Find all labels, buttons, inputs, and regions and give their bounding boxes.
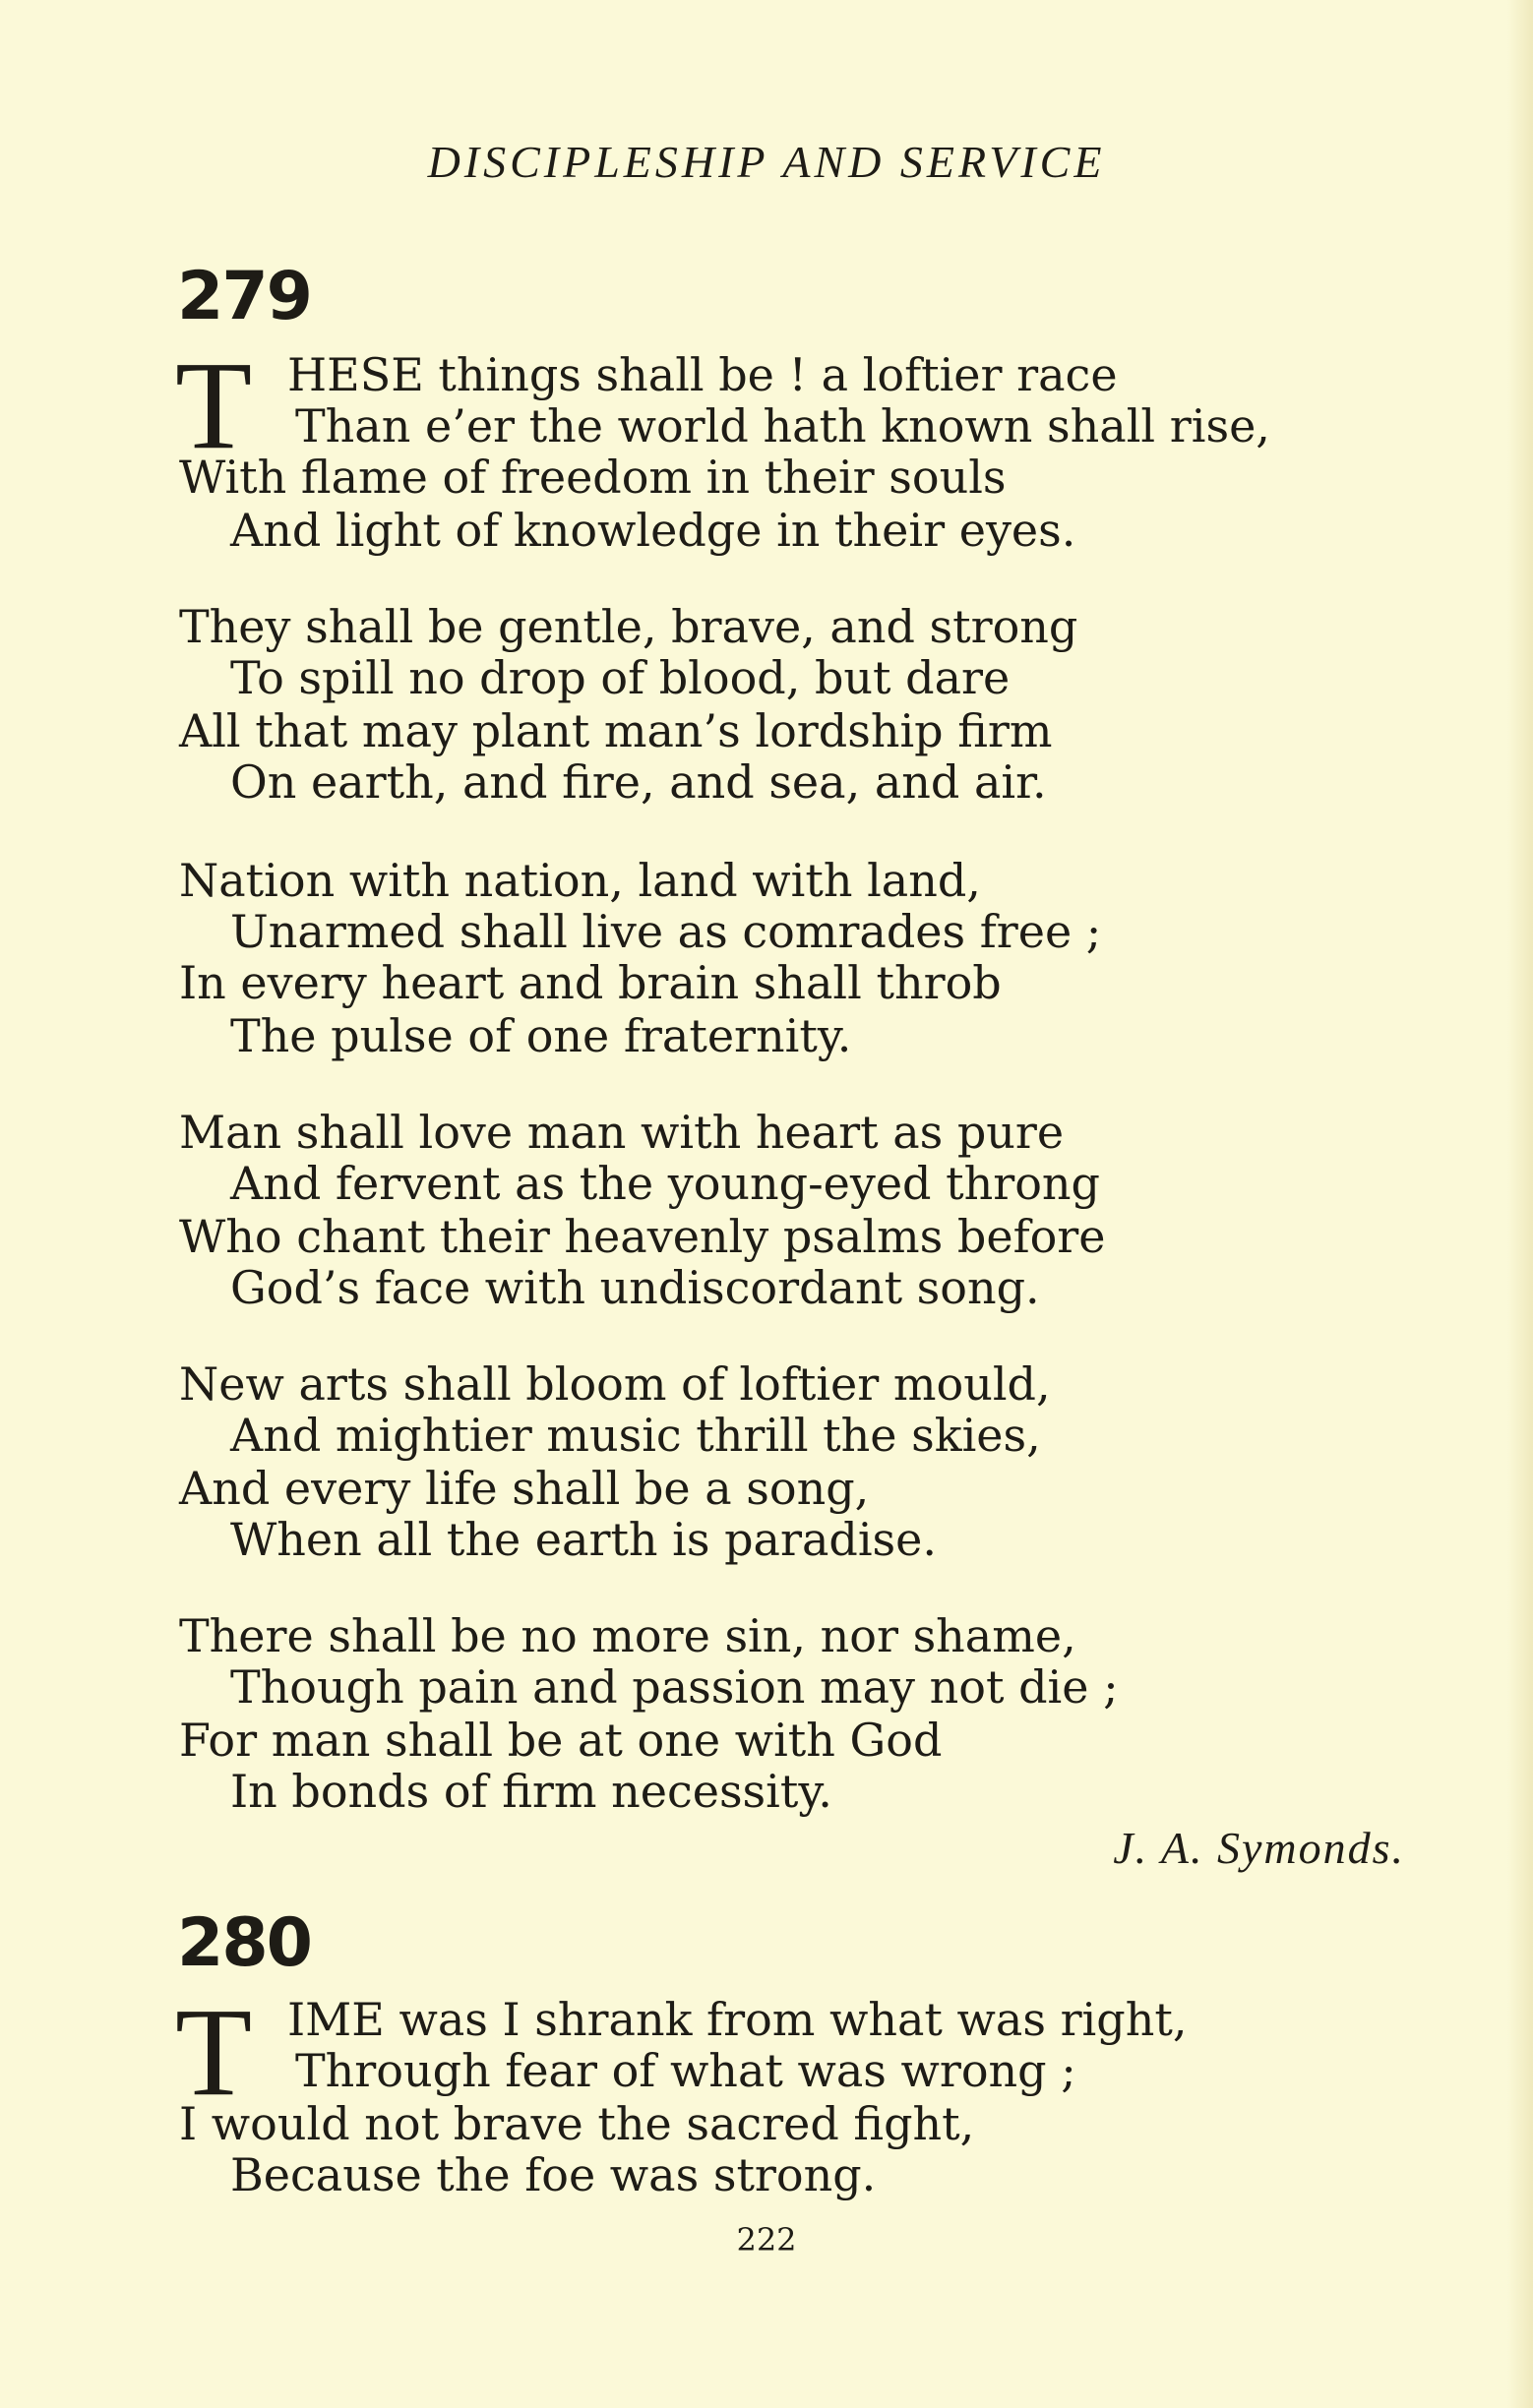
verse-line: With flame of freedom in their souls [179, 451, 1007, 504]
attribution: J. A. Symonds. [1113, 1823, 1405, 1873]
verse-line: Though pain and passion may not die ; [230, 1660, 1119, 1714]
verse-line: To spill no drop of blood, but dare [230, 651, 1011, 704]
verse-line: For man shall be at one with God [179, 1714, 943, 1767]
verse-line: Nation with nation, land with land, [179, 854, 981, 907]
verse-line: And light of knowledge in their eyes. [230, 504, 1076, 557]
verse-line: Unarmed shall live as comrades free ; [230, 905, 1102, 958]
drop-cap-280: T [175, 1982, 253, 2122]
verse-line: And fervent as the young-eyed throng [230, 1157, 1100, 1210]
verse-line: And every life shall be a song, [179, 1462, 870, 1515]
verse-line: All that may plant man’s lordship firm [179, 704, 1053, 757]
verse-line: Who chant their heavenly psalms before [179, 1210, 1106, 1263]
drop-cap-279: T [175, 335, 253, 475]
verse-line: Than e’er the world hath known shall rise, [295, 399, 1270, 452]
verse-line: In every heart and brain shall throb [179, 956, 1002, 1009]
verse-line: When all the earth is paradise. [230, 1513, 938, 1566]
verse-line: On earth, and fire, and sea, and air. [230, 755, 1047, 809]
verse-line: IME was I shrank from what was right, [287, 1993, 1188, 2046]
hymn-number-279: 279 [177, 258, 311, 335]
verse-line: They shall be gentle, brave, and strong [179, 600, 1078, 653]
verse-line: And mightier music thrill the skies, [230, 1409, 1041, 1462]
page-number: 222 [736, 2221, 797, 2258]
verse-line: The pulse of one fraternity. [230, 1009, 852, 1062]
verse-line: God’s face with undiscordant song. [230, 1261, 1040, 1314]
verse-line: HESE things shall be ! a loftier race [287, 348, 1118, 401]
verse-line: I would not brave the sacred fight, [179, 2097, 975, 2150]
page-edge [1507, 0, 1533, 2408]
verse-line: Man shall love man with heart as pure [179, 1106, 1065, 1159]
running-head: DISCIPLESHIP AND SERVICE [427, 137, 1106, 187]
verse-line: Through fear of what was wrong ; [295, 2044, 1076, 2097]
hymn-number-280: 280 [177, 1904, 311, 1982]
verse-line: New arts shall bloom of loftier mould, [179, 1357, 1051, 1411]
verse-line: Because the foe was strong. [230, 2148, 877, 2201]
verse-line: In bonds of firm necessity. [230, 1765, 832, 1818]
verse-line: There shall be no more sin, nor shame, [179, 1609, 1076, 1662]
